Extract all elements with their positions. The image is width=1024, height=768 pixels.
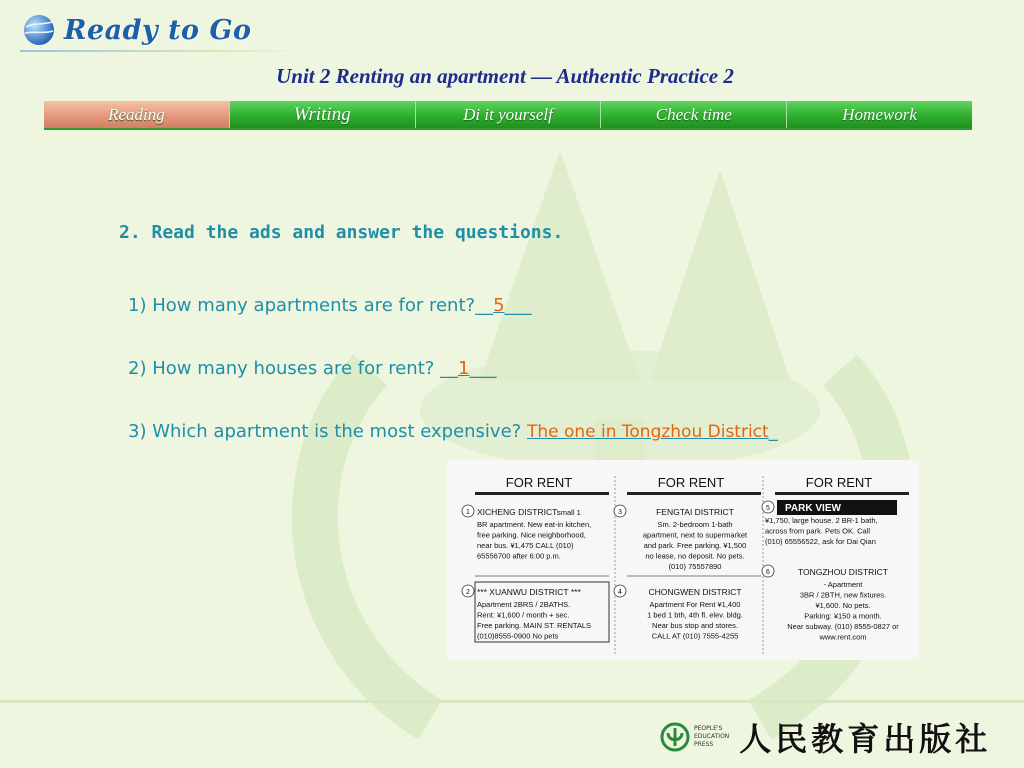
ready-to-go-logo — [22, 8, 252, 52]
ad-line: 1 bed 1 bth, 4th fl. elev. bldg. — [647, 610, 743, 620]
ad-line: near bus. ¥1,475 CALL (010) — [477, 541, 574, 550]
publisher-en-line: EDUCATION — [694, 733, 730, 740]
question-1 — [128, 295, 532, 316]
ad-line: www.rent.com — [819, 632, 867, 642]
tab-check-time[interactable]: Check time — [601, 101, 787, 128]
answer-3: The one in Tongzhou District — [526, 422, 769, 442]
ad-line: 65556700 after 6:00 p.m. — [477, 551, 561, 561]
ad-line: Rent: ¥1,600 / month + sec. — [477, 610, 570, 620]
ad-column-header: FOR RENT — [505, 475, 573, 490]
question-text: 1) How many apartments are for rent? — [128, 295, 476, 316]
logo-underline — [20, 50, 300, 52]
question-text: 2) How many houses are for rent? — [128, 358, 441, 379]
pep-logo-icon — [660, 722, 690, 752]
ad-line: small 1 — [557, 508, 581, 517]
ad-line: ¥1,600. No pets. — [815, 601, 871, 610]
ad-title: CHONGWEN DISTRICT — [648, 587, 742, 597]
answer-blank: __1___ — [440, 358, 497, 379]
footer-divider — [0, 700, 1024, 703]
ad-number: 2 — [466, 589, 470, 596]
ad-line: 3BR / 2BTH, new fixtures. — [799, 590, 887, 600]
ad-line: and park. Free parking. ¥1,500 — [643, 541, 747, 550]
publisher-en-line: PRESS — [694, 741, 714, 748]
ad-line: (010) 65556522, ask for Dai Qian — [765, 537, 876, 546]
ad-line: across from park. Pets OK. Call — [765, 526, 871, 536]
ad-header-rule — [475, 492, 609, 495]
ad-line: Sm. 2-bedroom 1-bath — [657, 520, 733, 529]
ad-title: FENGTAI DISTRICT — [656, 507, 734, 517]
exercise-instruction: 2. Read the ads and answer the questions. — [119, 222, 564, 243]
ad-line: Apartment For Rent ¥1,400 — [649, 600, 741, 609]
nav-tabs — [44, 101, 972, 130]
ad-number: 3 — [618, 509, 622, 516]
tab-do-it-yourself[interactable]: Di it yourself — [416, 101, 602, 128]
for-rent-ads-image — [447, 460, 919, 660]
answer-1: 5 — [493, 295, 505, 316]
ad-column-header: FOR RENT — [805, 475, 873, 490]
ad-line: (010)8555-0900 No pets — [477, 631, 559, 641]
question-text: 3) Which apartment is the most expensive? — [128, 421, 527, 442]
ad-line: ¥1,750, large house. 2 BR-1 bath, — [765, 516, 878, 525]
publisher-english — [694, 725, 729, 749]
answer-blank-tail: _ — [768, 421, 778, 442]
publisher-chinese: 人民教育出版社 — [739, 720, 992, 758]
ad-number: 5 — [766, 505, 770, 512]
ad-number: 4 — [618, 589, 622, 596]
ad-header-rule — [775, 492, 909, 495]
logo-text: Ready to Go — [64, 14, 252, 46]
ad-title: TONGZHOU DISTRICT — [797, 567, 889, 577]
ad-line: Apartment 2BRS / 2BATHS. — [477, 600, 571, 609]
ad-line: Free parking. MAIN ST. RENTALS — [477, 621, 592, 630]
question-3 — [128, 421, 778, 442]
ad-line: CALL AT (010) 7555-4255 — [651, 631, 739, 641]
ad-number: 6 — [766, 569, 770, 576]
publisher-logo — [660, 714, 991, 760]
ad-line: (010) 75557890 — [668, 562, 722, 571]
tab-reading[interactable]: Reading — [44, 101, 230, 128]
answer-2: 1 — [458, 358, 470, 379]
ad-line: Parking: ¥150 a month. — [804, 611, 882, 621]
tab-writing[interactable]: Writing — [230, 101, 416, 128]
ad-line: no lease, no deposit. No pets. — [645, 551, 745, 561]
ad-title: PARK VIEW — [785, 503, 841, 514]
page-title: Unit 2 Renting an apartment — Authentic Practice 2 — [276, 64, 734, 88]
answer-blank: __5___ — [475, 295, 532, 316]
ad-line: apartment, next to supermarket — [642, 530, 748, 540]
publisher-en-line: PEOPLE'S — [694, 725, 723, 732]
globe-icon — [22, 13, 56, 47]
question-2 — [128, 358, 497, 379]
ad-title: XICHENG DISTRICT: — [477, 507, 559, 517]
ad-number: 1 — [466, 509, 470, 516]
ad-line: Near bus stop and stores. — [652, 621, 738, 630]
ad-header-rule — [627, 492, 761, 495]
ad-line: Near subway. (010) 8555-0827 or — [787, 622, 899, 631]
ad-column-header: FOR RENT — [657, 475, 725, 490]
tab-homework[interactable]: Homework — [787, 101, 972, 128]
ad-line: free parking. Nice neighborhood, — [477, 530, 586, 540]
ad-title: *** XUANWU DISTRICT *** — [477, 587, 581, 597]
ad-line: - Apartment — [823, 580, 863, 589]
ad-line: BR apartment. New eat-in kitchen, — [477, 520, 592, 529]
